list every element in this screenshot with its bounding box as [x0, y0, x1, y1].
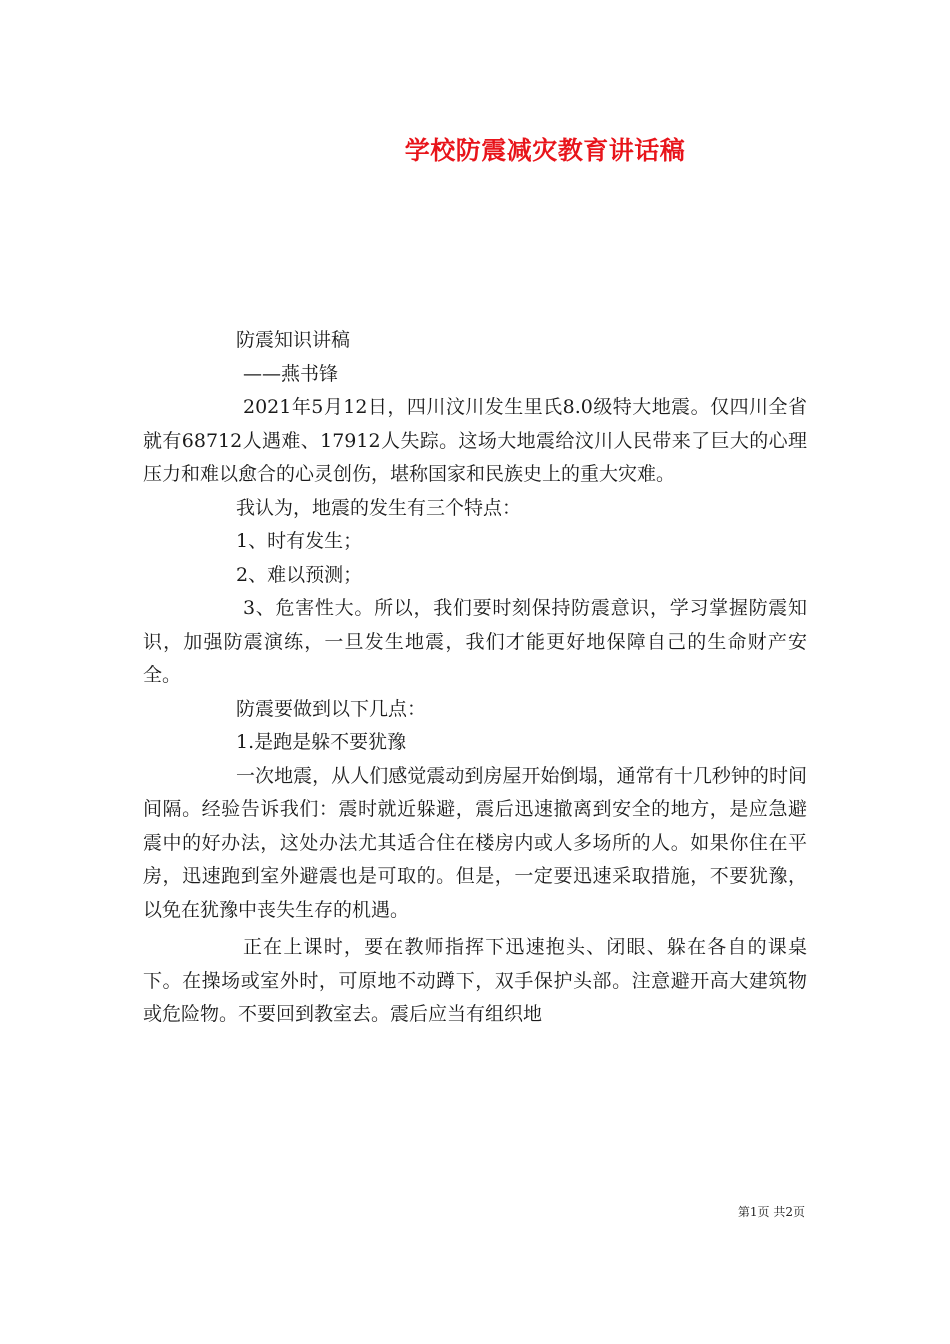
document-body: [143, 324, 807, 1032]
page-number: 第1页 共2页: [737, 1205, 805, 1219]
paragraph-feature-1: 1、时有发生；: [236, 530, 363, 552]
document-author: ——燕书锋: [243, 362, 339, 385]
paragraph-point-1-heading: 1.是跑是躲不要犹豫: [236, 731, 407, 753]
document-title: 学校防震减灾教育讲话稿: [404, 136, 686, 165]
paragraph-point-1-body: 一次地震，从人们感觉震动到房屋开始倒塌，通常有十几秒钟的时间间隔。经验告诉我们：震时就近躲避，震后迅速撤离到安全的地方，是应急避震中的好办法，这处办法尤其适合住在楼房内或人多场所的人。如果你住在平房，迅速跑到室外避震也是可取的。但是，一定要迅速采取措施，不要犹豫，以免在犹豫中丧失生存的机遇。: [143, 764, 807, 921]
paragraph-intro: 2021年5月12日，四川汶川发生里氏8.0级特大地震。仅四川全省就有68712人遇难、17912人失踪。这场大地震给汶川人民带来了巨大的心理压力和难以愈合的心灵创伤，堪称国家和民族史上的重大灾难。: [143, 396, 807, 485]
paragraph-feature-3: 3、危害性大。所以，我们要时刻保持防震意识，学习掌握防震知识，加强防震演练，一旦发生地震，我们才能更好地保障自己的生命财产安全。: [143, 597, 807, 686]
paragraph-classroom: 正在上课时，要在教师指挥下迅速抱头、闭眼、躲在各自的课桌下。在操场或室外时，可原地不动蹲下，双手保护头部。注意避开高大建筑物或危险物。不要回到教室去。震后应当有组织地: [143, 936, 807, 1025]
document-subtitle: 防震知识讲稿: [236, 329, 351, 351]
paragraph-points-heading: 防震要做到以下几点：: [236, 697, 427, 720]
paragraph-feature-2: 2、难以预测；: [236, 563, 363, 586]
paragraph-features-heading: 我认为，地震的发生有三个特点：: [236, 496, 522, 519]
